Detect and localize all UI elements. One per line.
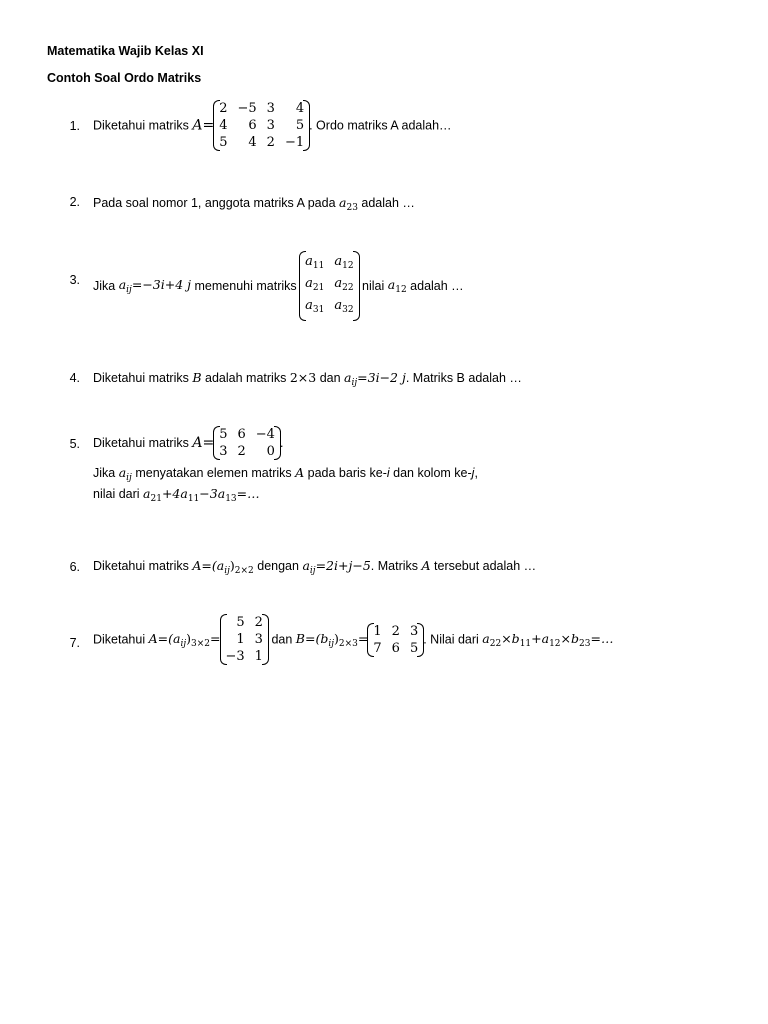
q6-lhs: A=(a [192, 558, 225, 573]
q7-subB: ij [328, 638, 334, 649]
matrix-cell: 0 [266, 444, 275, 459]
q5-l2-A: A [295, 465, 305, 480]
q7-subA: ij [180, 638, 187, 649]
q7-text: Diketahui [93, 632, 146, 647]
q6-avar: a [302, 558, 310, 573]
q1-post: . Ordo matriks A adalah… [309, 118, 452, 133]
q6-post: . Matriks [370, 559, 419, 573]
q3-number: 3. [69, 273, 80, 287]
q2-var: a [339, 195, 347, 210]
q6-close: ) [229, 558, 235, 573]
q3-text: Jika [93, 279, 116, 293]
matrix-cell: 2 [391, 623, 400, 639]
q6-mid: dengan [257, 559, 299, 573]
q4-and: dan [319, 371, 341, 385]
q7-lhsA: A=(a [148, 630, 181, 646]
q5-l3-pre: nilai dari [93, 487, 140, 501]
question-2 [93, 195, 415, 213]
q6-asub: ij [309, 566, 316, 576]
q6-sub: ij [224, 566, 230, 576]
matrix-cell: −5 [237, 101, 257, 116]
q6-end: tersebut adalah … [434, 559, 537, 573]
q4-var: B [192, 370, 202, 385]
q5-l2-i: i [386, 466, 390, 480]
matrix-cell: −3 [225, 649, 245, 664]
q3-var: a [118, 277, 127, 292]
q5-l2-mid: menyatakan elemen matriks [135, 466, 292, 480]
q5-l2-sub: ij [126, 473, 132, 483]
q4-text: Diketahui matriks [93, 371, 189, 385]
q3-post2: adalah … [410, 279, 464, 293]
q4-post: . Matriks B adalah … [405, 371, 522, 385]
matrix-cell: 6 [248, 118, 257, 133]
matrix-cell: $a_{21}$ [305, 276, 325, 293]
matrix-cell: 3 [266, 101, 275, 116]
page-subtitle: Contoh Soal Ordo Matriks [47, 71, 202, 85]
q5-line2 [93, 465, 478, 483]
matrix-cell: 1 [373, 623, 382, 639]
q7-matrix-A [221, 614, 268, 665]
q4-avar: a [344, 370, 352, 385]
q4-dim: 2×3 [289, 370, 317, 385]
q5-l2-j: j [471, 466, 475, 480]
q5-dot: . [279, 436, 284, 450]
q2-sub: 23 [346, 203, 358, 213]
matrix-cell: $a_{31}$ [305, 298, 325, 315]
q3-mid: memenuhi matriks [194, 279, 297, 293]
q6-dim: 2×2 [234, 566, 254, 576]
matrix-cell: 2 [219, 101, 228, 116]
q5-l3-expr: $a_{21}+4a_{11}-3a_{13}=\dots$ [143, 486, 260, 504]
matrix-cell: 3 [254, 632, 263, 647]
q2-text: Pada soal nomor 1, anggota matriks A pada [93, 196, 336, 210]
q4-number: 4. [69, 371, 80, 385]
q3-sub: ij [126, 285, 132, 295]
q5-text: Diketahui matriks [93, 436, 189, 450]
matrix-cell: 6 [237, 427, 246, 442]
q3-matrix [300, 251, 358, 321]
q7-matrix-B [368, 623, 423, 657]
matrix-cell: 5 [236, 615, 245, 630]
matrix-cell: $a_{32}$ [334, 298, 354, 315]
q4-asub: ij [351, 378, 358, 388]
matrix-cell: 4 [248, 135, 257, 150]
q5-matrix [214, 426, 280, 460]
matrix-cell: 4 [219, 118, 228, 133]
matrix-cell: $a_{12}$ [334, 254, 354, 271]
q2-number: 2. [69, 195, 80, 209]
q1-number: 1. [69, 119, 80, 133]
q7-number: 7. [69, 636, 80, 650]
matrix-cell: −4 [255, 427, 275, 442]
q3-expr: =−3i+4 j [131, 277, 192, 292]
matrix-cell: 3 [409, 623, 419, 639]
matrix-cell: −1 [284, 135, 305, 150]
question-3 [93, 251, 464, 321]
q5-l2-end: , [474, 466, 478, 480]
matrix-cell: 3 [219, 444, 228, 459]
q3-var2: a [387, 277, 396, 292]
matrix-cell: 2 [254, 615, 263, 630]
q7-expr: $a_{22}\times b_{11}+a_{12}\times b_{23}=\dots$ [482, 630, 614, 649]
q6-A: A [421, 558, 431, 573]
matrix-cell: 5 [409, 640, 419, 656]
matrix-cell: 1 [254, 649, 263, 664]
matrix-cell: 5 [295, 118, 305, 133]
q4-expr: =3i−2 j [357, 370, 406, 385]
matrix-cell: 5 [219, 135, 228, 150]
matrix-cell: $a_{22}$ [334, 276, 354, 293]
q5-l2-post1: pada baris ke- [307, 466, 387, 480]
question-7: Diketahui $A=(a_{ij})_{3\times 2}=$ 5 2 1 3 −3 1 dan $B=(b_{ij})_{2\times 3}=$ 1 2 3 7 6 5 . Nilai dari $a_{22}\times b_{11}+a_{12}\times b_{23}=\dots$ [93, 615, 614, 664]
q7-dimB: 2×3 [338, 638, 358, 649]
q5-l2-pre: Jika [93, 466, 116, 480]
q5-l2-post2: dan kolom ke- [393, 466, 472, 480]
matrix-cell: 2 [237, 444, 246, 459]
question-5 [93, 426, 283, 460]
q1-matrix [214, 100, 309, 151]
q3-post1: nilai [362, 279, 385, 293]
matrix-cell: 5 [219, 427, 228, 442]
q6-text: Diketahui matriks [93, 559, 189, 573]
q7-and: dan [271, 632, 293, 647]
q5-lhs: A= [192, 435, 215, 451]
q7-dimA: 3×2 [191, 638, 211, 649]
q4-mid: adalah matriks [205, 371, 287, 385]
q6-number: 6. [69, 560, 80, 574]
question-6 [93, 558, 536, 576]
q6-expr: =2i+j−5 [315, 558, 371, 573]
q5-number: 5. [69, 437, 80, 451]
matrix-cell: 6 [391, 640, 400, 656]
matrix-cell: 1 [236, 632, 245, 647]
q1-lhs: A= [192, 117, 215, 134]
matrix-cell: $a_{11}$ [305, 254, 325, 271]
q2-post: adalah … [361, 196, 415, 210]
matrix-cell: 2 [266, 135, 275, 150]
matrix-cell: 3 [266, 118, 275, 133]
matrix-cell: 4 [295, 101, 305, 116]
q1-text: Diketahui matriks [93, 118, 189, 133]
matrix-cell: 7 [373, 640, 382, 656]
q5-line3 [93, 486, 260, 504]
question-1 [93, 100, 452, 151]
q5-l2-var: a [118, 465, 127, 480]
q7-post: . Nilai dari [423, 632, 479, 647]
q7-lhsB: B=(b [295, 630, 329, 646]
question-4 [93, 370, 522, 388]
page-title: Matematika Wajib Kelas XI [47, 44, 204, 58]
q3-sub2: 12 [395, 285, 407, 295]
